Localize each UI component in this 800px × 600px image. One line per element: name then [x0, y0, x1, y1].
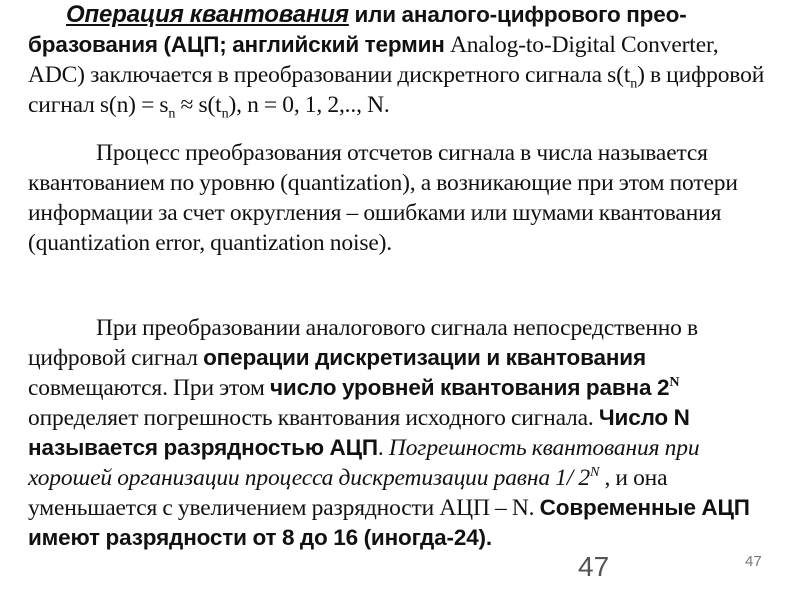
- bold-phrase-modern-adc: Современные АЦП имеют разрядности от 8 до 16 (иногда-24).: [28, 495, 750, 550]
- paragraph-3-text-d: .: [377, 435, 389, 461]
- term-quantization-operation: Операция квантования: [66, 1, 349, 28]
- bold-phrase-levels: число уровней квантования равна 2: [269, 375, 670, 400]
- paragraph-adc-resolution: [28, 313, 778, 553]
- paragraph-3-text-b: совмещаются. При этом: [28, 375, 270, 401]
- paragraph-3-text-c: определяет погрешность квантования исходного сигнала.: [28, 405, 599, 431]
- subscript-n: n: [221, 105, 229, 122]
- bold-phrase-sampling-quantization: операции дискретизации и квантования: [203, 345, 646, 370]
- paragraph-1-text-b: ) в цифровой сигнал s(n) = s: [28, 62, 765, 118]
- bold-phrase-resolution: Число N называется разрядностью АЦП: [28, 405, 690, 460]
- paragraph-1-bold-part: или аналого-цифрового прео-бразования (АЦП; английский термин: [28, 2, 687, 57]
- subscript-n: n: [168, 105, 176, 122]
- paragraph-3-text-a: При преобразовании аналогового сигнала непосредственно в цифровой сигнал: [28, 315, 698, 371]
- paragraph-1-text-d: ), n = 0, 1, 2,.., N.: [228, 92, 390, 118]
- paragraph-1-text-c: ≈ s(t: [175, 92, 222, 118]
- italic-phrase-error: Погрешность квантования при хорошей организации процесса дискретизации равна 1/ 2: [28, 435, 700, 491]
- superscript-N: N: [589, 464, 600, 481]
- paragraph-3-text-e: , и она уменьшается с увеличением разрядности АЦП – N.: [28, 465, 668, 521]
- paragraph-1-text-a: Analog-to-Digital Converter, ADC) заключается в преобразовании дискретного сигнала s(t: [28, 32, 719, 88]
- paragraph-quantization: [28, 138, 778, 258]
- paragraph-adc-definition: [28, 0, 778, 120]
- slide-number: 47: [745, 553, 762, 570]
- paragraph-2-text: Процесс преобразования отсчетов сигнала в числа называется квантованием по уровню (quantization), а возникающие при этом потери информации за счет округления – ошибками или шумами квантования (quantization error, quantization noise).: [28, 140, 738, 256]
- page-number: 47: [578, 551, 610, 582]
- superscript-N: N: [669, 374, 680, 391]
- subscript-n: n: [630, 75, 638, 92]
